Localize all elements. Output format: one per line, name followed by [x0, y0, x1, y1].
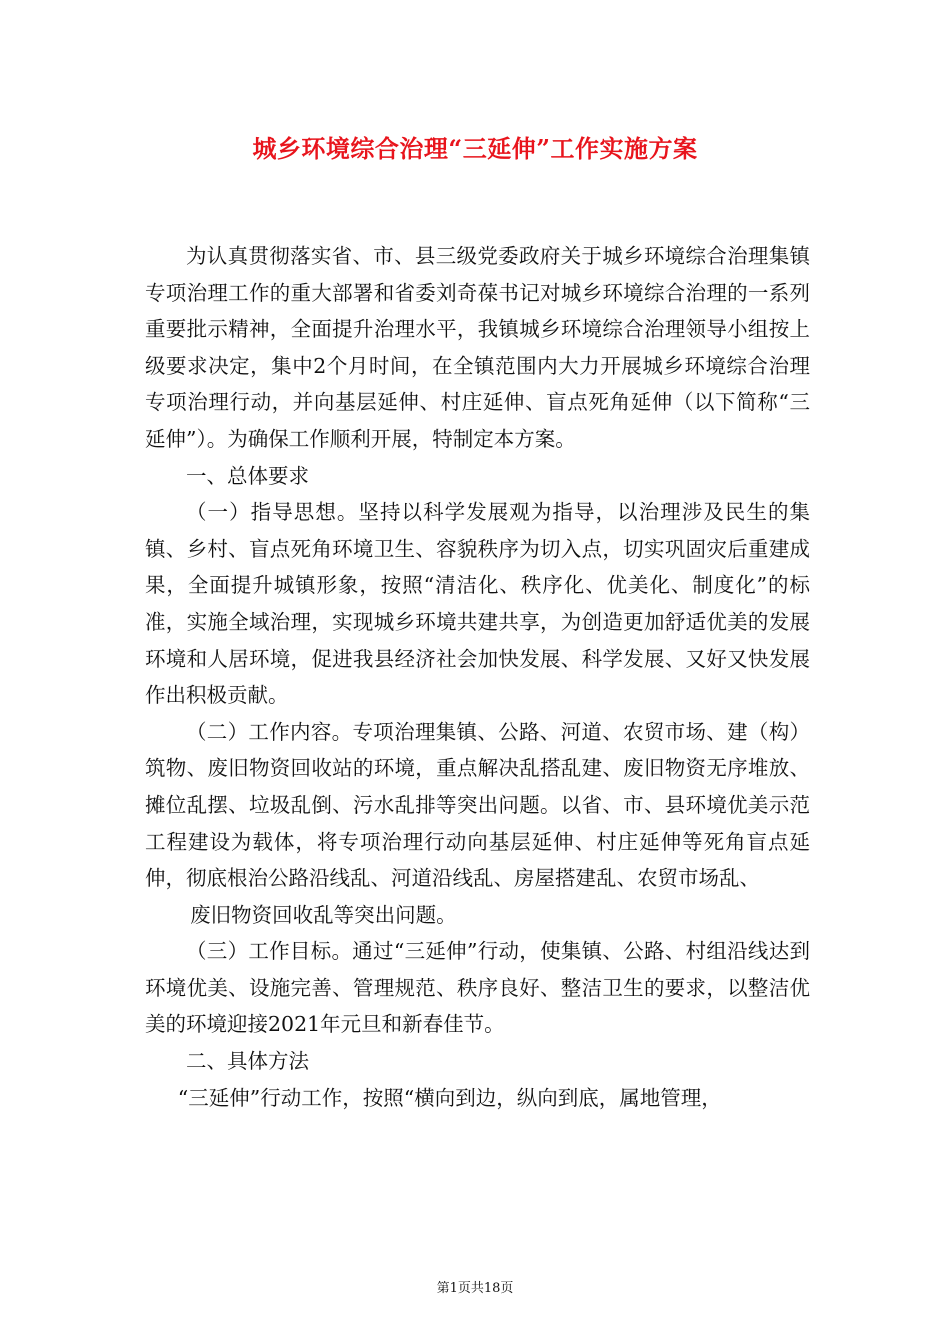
guiding-ideology-paragraph: （一）指导思想。坚持以科学发展观为指导，以治理涉及民生的集镇、乡村、盲点死角环境卫生、容貌秩序为切入点，切实巩固灾后重建成果，全面提升城镇形象，按照“清洁化、秩序化、优美化、制度化”的标准，实施全域治理，实现城乡环境共建共享，为创造更加舒适优美的发展环境和人居环境，促进我县经济社会加快发展、科学发展、又好又快发展作出积极贡献。 — [145, 500, 810, 708]
section-heading-overall-requirements: 一、总体要求 — [186, 463, 309, 488]
work-goal-paragraph: （三）工作目标。通过“三延伸”行动，使集镇、公路、村组沿线达到环境优美、设施完善、管理规范、秩序良好、整洁卫生的要求，以整洁优美的环境迎接2021年元旦和新春佳节。 — [145, 939, 810, 1037]
page-number-footer: 第1页共18页 — [436, 1281, 514, 1296]
specific-methods-paragraph: “三延伸”行动工作，按照“横向到边，纵向到底，属地管理， — [177, 1085, 722, 1110]
work-content-continuation: 废旧物资回收乱等突出问题。 — [190, 902, 457, 927]
page-title: 城乡环境综合治理“三延伸”工作实施方案 — [252, 134, 698, 163]
document-body — [145, 238, 810, 1116]
intro-paragraph: 为认真贯彻落实省、市、县三级党委政府关于城乡环境综合治理集镇专项治理工作的重大部署和省委刘奇葆书记对城乡环境综合治理的一系列重要批示精神，全面提升治理水平，我镇城乡环境综合治理领导小组按上级要求决定，集中2个月时间，在全镇范围内大力开展城乡环境综合治理专项治理行动，并向基层延伸、村庄延伸、盲点死角延伸（以下简称“三延伸”）。为确保工作顺利开展，特制定本方案。 — [145, 244, 810, 451]
work-content-paragraph: （二）工作内容。专项治理集镇、公路、河道、农贸市场、建（构）筑物、废旧物资回收站的环境，重点解决乱搭乱建、废旧物资无序堆放、摊位乱摆、垃圾乱倒、污水乱排等突出问题。以省、市、县环境优美示范工程建设为载体，将专项治理行动向基层延伸、村庄延伸等死角盲点延伸，彻底根治公路沿线乱、河道沿线乱、房屋搭建乱、农贸市场乱、 — [145, 719, 810, 891]
section-heading-specific-methods: 二、具体方法 — [186, 1049, 309, 1074]
